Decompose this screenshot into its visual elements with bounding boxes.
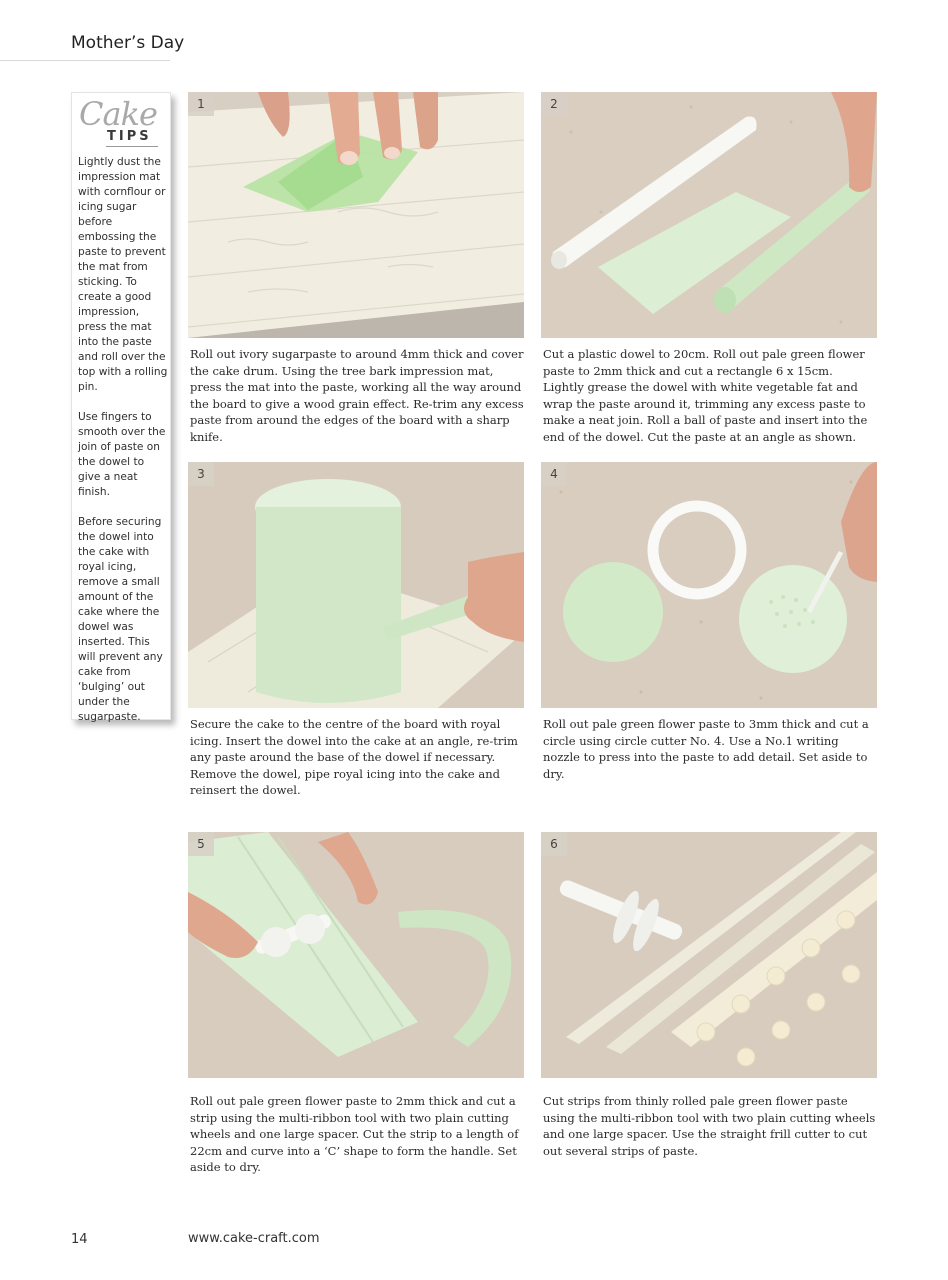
cake-logo: Cake [79,95,157,133]
step-4-text: Roll out pale green flower paste to 3mm thick and cut a circle using circle cutter No. 4. Use a No.1 writing nozzle to press into the paste to add detail. Set aside to dry. [543,717,869,781]
step-6-text: Cut strips from thinly rolled pale green flower paste using the multi-ribbon tool with two plain cutting wheels and one large spacer. Use the straight frill cutter to cut out several strips of paste. [543,1094,876,1158]
step-3-photo [188,462,524,708]
tip-paragraph: Lightly dust the impression mat with cornflour or icing sugar before embossing the paste to prevent the mat from sticking. To create a good impression, press the mat into the paste and roll over the top with a rolling pin. [78,156,168,393]
step-5-text: Roll out pale green flower paste to 2mm thick and cut a strip using the multi-ribbon tool with two plain cutting wheels and one large spacer. Cut the strip to a length of 22cm and curve into a ‘C’ shape to form the handle. Set aside to dry. [190,1094,519,1175]
tips-heading: TIPS [107,129,152,144]
step-number: 4 [541,462,567,486]
step-2-photo [541,92,877,338]
header-divider [0,60,170,61]
step-number: 3 [188,462,214,486]
step-1-text: Roll out ivory sugarpaste to around 4mm thick and cover the cake drum. Using the tree bark impression mat, press the mat into the paste, working all the way around the board to give a wood grain effect. Re-trim any excess paste from around the edges of the board with a sharp knife. [190,347,524,444]
cake-tips-box [71,92,171,723]
step-5-photo [188,832,524,1078]
step-number: 6 [541,832,567,856]
step-number: 1 [188,92,214,116]
step-6-photo [541,832,877,1078]
step-4-photo [541,462,877,708]
tips-heading-rule [106,146,158,147]
tips-body [78,155,168,740]
footer-url: www.cake-craft.com [188,1231,320,1246]
page-number: 14 [71,1232,88,1247]
step-2-text: Cut a plastic dowel to 20cm. Roll out pale green flower paste to 2mm thick and cut a rectangle 6 x 15cm. Lightly grease the dowel with white vegetable fat and wrap the paste around it, trimming any excess paste to make a neat join. Roll a ball of paste and insert into the end of the dowel. Cut the paste at an angle as shown. [543,347,868,444]
running-header: Mother’s Day [71,33,185,53]
step-number: 5 [188,832,214,856]
step-1-photo [188,92,524,338]
tip-paragraph: Use fingers to smooth over the join of paste on the dowel to give a neat finish. [78,411,166,498]
step-number: 2 [541,92,567,116]
step-3-text: Secure the cake to the centre of the board with royal icing. Insert the dowel into the cake at an angle, re-trim any paste around the base of the dowel if necessary. Remove the dowel, pipe royal icing into the cake and reinsert the dowel. [190,717,518,798]
tip-paragraph: Before securing the dowel into the cake with royal icing, remove a small amount of the cake where the dowel was inserted. This will prevent any cake from ‘bulging’ out under the sugarpaste. [78,516,163,723]
